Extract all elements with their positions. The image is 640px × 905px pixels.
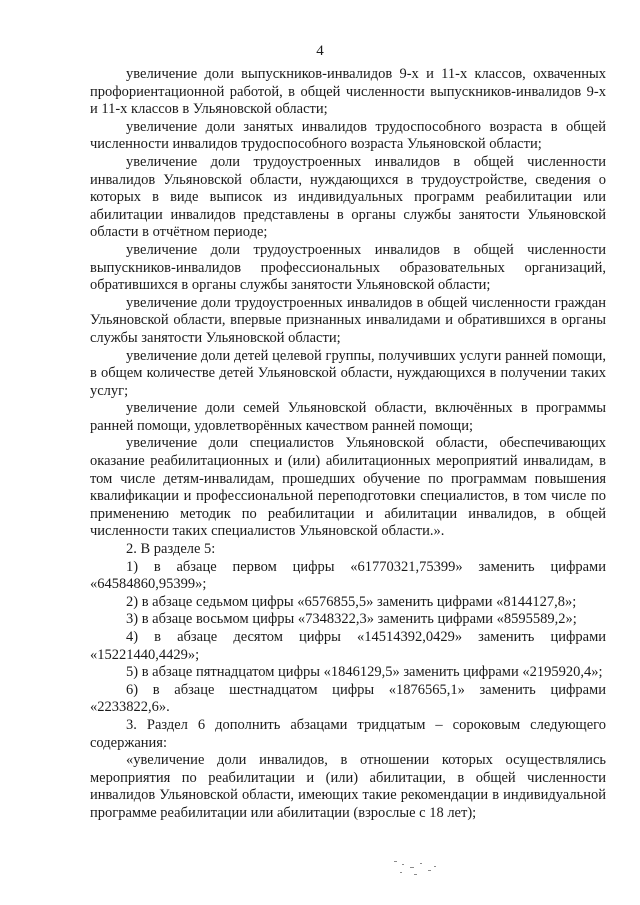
- paragraph-1: увеличение доли выпускников-инвалидов 9-х и 11-х классов, охваченных профориентационной работой, в общей численности выпускников-инвалидов 9-х и 11-х классов в Ульяновской области;: [90, 66, 606, 118]
- scan-noise: [392, 858, 442, 878]
- paragraph-8: увеличение доли специалистов Ульяновской области, обеспечивающих оказание реабилитационных и (или) абилитационных мероприятий инвалидам, в том числе детям-инвалидам, прошедших обучение по программам повышения квалификации и профессиональной переподготовки специалистов, в том числе по применению методик по реабилитации и абилитации инвалидов, в общей численности таких специалистов Ульяновской области.».: [90, 435, 606, 540]
- section-5-heading: 2. В разделе 5:: [126, 541, 216, 558]
- amendment-item-6: 6) в абзаце шестнадцатом цифры «1876565,1» заменить цифрами «2233822,6».: [90, 681, 606, 716]
- paragraph-3: увеличение доли трудоустроенных инвалидов в общей численности инвалидов Ульяновской области, нуждающихся в трудоустройстве, сведения о которых в виде выписок из индивидуальных программ реабилитации или абилитации инвалидов представлены в органы службы занятости Ульяновской области в отчётном периоде;: [90, 153, 606, 241]
- paragraph-4: увеличение доли трудоустроенных инвалидов в общей численности выпускников-инвалидов профессиональных образовательных организаций, обратившихся в органы службы занятости Ульяновской области;: [90, 241, 606, 294]
- paragraph-6: увеличение доли детей целевой группы, получивших услуги ранней помощи, в общем количестве детей Ульяновской области, нуждающихся в получении таких услуг;: [90, 347, 606, 399]
- paragraph-2: увеличение доли занятых инвалидов трудоспособного возраста в общей численности инвалидов трудоспособного возраста Ульяновской области;: [90, 118, 606, 153]
- amendment-item-2: 2) в абзаце седьмом цифры «6576855,5» заменить цифрами «8144127,8»;: [126, 593, 577, 610]
- amendment-item-3: 3) в абзаце восьмом цифры «7348322,3» заменить цифрами «8595589,2»;: [126, 611, 577, 628]
- document-body: [90, 66, 606, 823]
- amendment-item-4: 4) в абзаце десятом цифры «14514392,0429» заменить цифрами «15221440,4429»;: [90, 629, 606, 663]
- amendment-item-5: 5) в абзаце пятнадцатом цифры «1846129,5» заменить цифрами «2195920,4»;: [126, 664, 603, 681]
- amendment-item-1: 1) в абзаце первом цифры «61770321,75399» заменить цифрами «64584860,95399»;: [90, 558, 606, 593]
- page-number: 4: [316, 43, 324, 59]
- quoted-paragraph: «увеличение доли инвалидов, в отношении которых осуществлялись мероприятия по реабилитации и (или) абилитации, в общей численности инвалидов Ульяновской области, имеющих такие рекомендации в индивидуальной программе реабилитации или абилитации (взрослые с 18 лет);: [90, 752, 606, 821]
- paragraph-5: увеличение доли трудоустроенных инвалидов в общей численности граждан Ульяновской области, впервые признанных инвалидами и обратившихся в органы службы занятости Ульяновской области;: [90, 294, 606, 346]
- paragraph-7: увеличение доли семей Ульяновской области, включённых в программы ранней помощи, удовлетворённых качеством ранней помощи;: [90, 400, 606, 434]
- section-6-amendment: 3. Раздел 6 дополнить абзацами тридцатым – сороковым следующего содержания:: [90, 716, 606, 751]
